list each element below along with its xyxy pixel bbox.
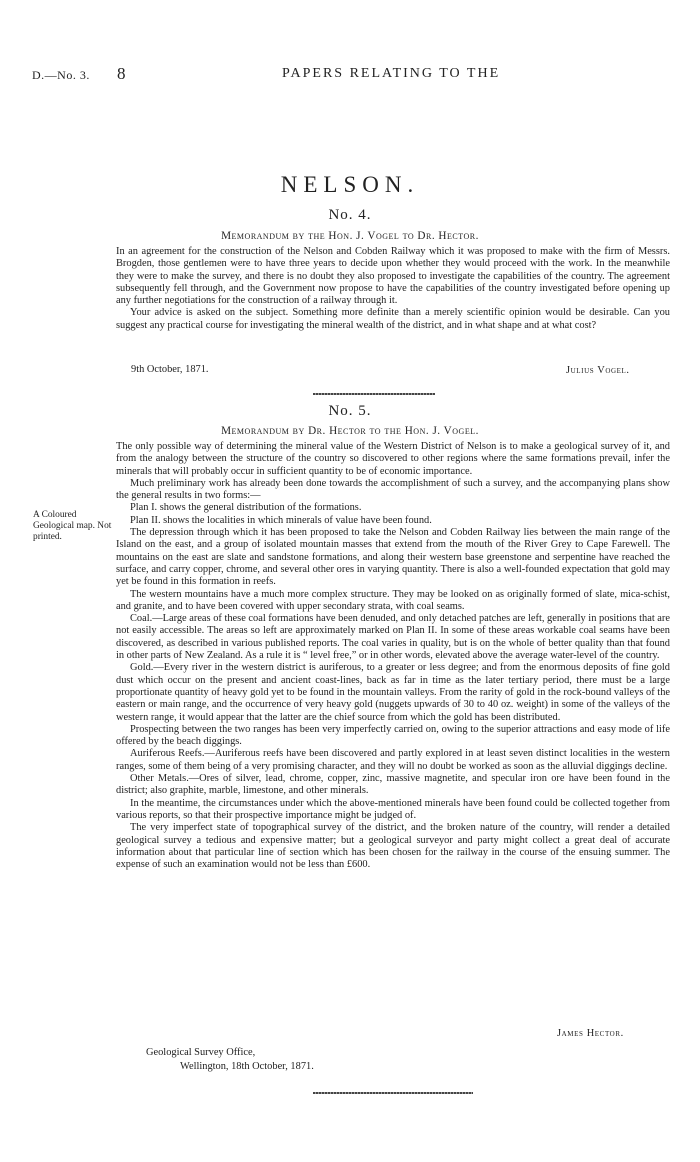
memo5-paragraph: Auriferous Reefs.—Auriferous reefs have been discovered and partly explored in at least seven distinct localities in the western ranges, some of them being of a very promising character, and they will no doubt be worked as soon as the alluvial diggings decline.: [116, 748, 670, 772]
memo5-paragraph: Other Metals.—Ores of silver, lead, chrome, copper, zinc, massive magnetite, and specular iron ore have been found in the district; also graphite, marble, limestone, and other minerals.: [116, 773, 670, 797]
memo5-paragraph: Coal.—Large areas of these coal formations have been denuded, and only detached patches are left, generally in positions that are not easily accessible. The areas so left are approximately marked on Plan II. In some of these areas workable coal seams have been discovered, as described in various published reports. The coal varies in quality, but is on the whole of better quality than that found in other parts of New Zealand. As a rule it is “ level free,” or in other words, elevated above the average water-level of the country.: [116, 613, 670, 662]
memo5-heading: Memorandum by Dr. Hector to the Hon. J. Vogel.: [221, 425, 479, 437]
memo5-paragraph: Prospecting between the two ranges has been very imperfectly carried on, owing to the superior attractions and easy mode of life offered by the beach diggings.: [116, 723, 670, 748]
end-divider: [313, 1092, 473, 1094]
office-place-date: Wellington, 18th October, 1871.: [180, 1061, 314, 1072]
memo4-body: [116, 246, 670, 332]
section-title: NELSON.: [280, 172, 420, 197]
document-reference: D.—No. 3.: [32, 68, 90, 82]
memo5-paragraph: The western mountains have a much more complex structure. They may be looked on as originally formed of slate, mica-schist, and granite, and to have been covered with upper secondary strata, with coal seams.: [116, 588, 670, 612]
memo5-paragraph: The very imperfect state of topographical survey of the district, and the broken nature of the country, will render a detailed geological survey a tedious and expensive matter; but a geological surveyor and party might collect a great deal of accurate information about that particular line of section which has been chosen for the railway in the course of the ensuing summer. The expense of such an examination would not be less than £600.: [116, 822, 670, 871]
memo5-body: [116, 441, 670, 871]
office-name: Geological Survey Office,: [146, 1047, 256, 1058]
page-number: 8: [117, 64, 126, 83]
memo5-paragraph: Much preliminary work has already been done towards the accomplishment of such a survey, and the accompanying plans show the general results in two forms:—: [116, 477, 670, 502]
memo4-signature: Julius Vogel.: [566, 365, 630, 376]
running-title: PAPERS RELATING TO THE: [282, 66, 501, 81]
memo5-paragraph: The only possible way of determining the mineral value of the Western District of Nelson is to make a geological survey of it, and from the analogy between the structure of the country so discovered to other regions where the same formations prevail, infer the minerals that will probably occur in sufficient quantity to be of economic importance.: [116, 441, 670, 477]
office-address: [146, 1046, 314, 1074]
memo4-number: No. 4.: [328, 207, 372, 223]
memo4-paragraph: In an agreement for the construction of the Nelson and Cobden Railway which it was proposed to make with the firm of Messrs. Brogden, those gentlemen were to have three years to decide upon whether they would proceed with the work. In the meanwhile they were to make the survey, and there is no doubt they also proposed to investigate the capabilities of the country. The agreement subsequently fell through, and the Government now propose to have the capabilities of the country investigated before opening up any further negotiations for the construction of a railway through it.: [116, 246, 670, 307]
margin-note: A Coloured Geological map. Not printed.: [33, 510, 112, 542]
memo5-paragraph: In the meantime, the circumstances under which the above-mentioned minerals have been found could be collected together from various reports, so that their prospective importance might be judged of.: [116, 797, 670, 821]
memo5-paragraph: Plan I. shows the general distribution of the formations.: [130, 502, 362, 514]
memo4-date: 9th October, 1871.: [131, 364, 209, 375]
memo5-paragraph: Plan II. shows the localities in which minerals of value have been found.: [130, 514, 432, 526]
memo5-number: No. 5.: [328, 403, 372, 419]
memo4-heading: Memorandum by the Hon. J. Vogel to Dr. Hector.: [221, 230, 479, 242]
section-divider: [313, 393, 435, 395]
memo4-paragraph: Your advice is asked on the subject. Something more definite than a merely scientific opinion would be desirable. Can you suggest any practical course for investigating the mineral wealth of the district, and in what shape and at what cost?: [116, 307, 670, 331]
memo5-paragraph: Gold.—Every river in the western district is auriferous, to a greater or less degree; and from the enormous deposits of fine gold dust which occur on the present and ancient coast-lines, back as far in time as the later tertiary period, there must be a large proportionate quantity of heavy gold yet to be found in the mountain valleys. From the rarity of gold in the rock-bound valleys of the eastern or main range, and the occurrence of very heavy gold (nuggets upwards of 30 to 40 oz. weight) in some of the valleys of the western range, it would appear that the latter are the chief source from which the gold has been distributed.: [116, 662, 670, 723]
memo5-signature: James Hector.: [557, 1028, 624, 1039]
memo5-paragraph: The depression through which it has been proposed to take the Nelson and Cobden Railway lies between the main range of the Island on the east, and a group of isolated mountain masses that extend from the mouth of the River Grey to Cape Farewell. The mountains on the east are slate and sandstone formations, and along their western base greenstone and serpentine have reached the surface, and carry copper, chrome, and several other ores in varying quantity. There is also a well-founded expectation that gold may yet be found in this formation in reefs.: [116, 527, 670, 588]
